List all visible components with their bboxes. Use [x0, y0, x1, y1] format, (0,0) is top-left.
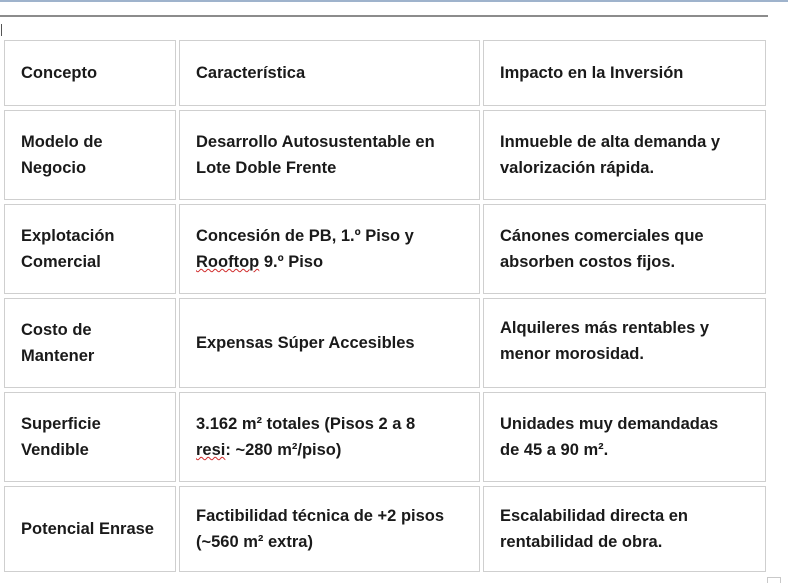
table-cell-feature[interactable] [179, 204, 480, 294]
feature-text [196, 223, 414, 275]
table-cell-impact[interactable]: Cánones comerciales que absorben costos fijos. [483, 204, 766, 294]
table-cell-impact[interactable]: Inmueble de alta demanda y valorización rápida. [483, 110, 766, 200]
feature-text-part: Concesión de PB, 1.º Piso y [196, 227, 414, 245]
page-horizontal-rule [0, 15, 768, 17]
investment-table [4, 40, 766, 576]
spellcheck-flagged-word[interactable]: Rooftop [196, 253, 260, 271]
table-cell-impact[interactable]: Unidades muy demandadas de 45 a 90 m². [483, 392, 766, 482]
feature-text-part: 9.º Piso [259, 253, 324, 271]
header-cell-concepto[interactable]: Concepto [4, 40, 176, 106]
spellcheck-flagged-word[interactable]: resi [196, 441, 226, 459]
page-corner-mark [767, 577, 781, 583]
feature-text-part: : ~280 m²/piso) [225, 441, 342, 459]
table-cell-concept[interactable]: Potencial Enrase [4, 486, 176, 572]
table-cell-impact[interactable]: Escalabilidad directa en rentabilidad de obra. [483, 486, 766, 572]
text-cursor [1, 24, 2, 36]
table-cell-impact[interactable]: Alquileres más rentables y menor morosidad. [483, 298, 766, 388]
table-cell-feature[interactable]: Expensas Súper Accesibles [179, 298, 480, 388]
table-cell-feature[interactable]: Factibilidad técnica de +2 pisos (~560 m² extra) [179, 486, 480, 572]
table-cell-concept[interactable]: Modelo de Negocio [4, 110, 176, 200]
feature-text-part: 3.162 m² totales (Pisos 2 a 8 [196, 415, 416, 433]
window-top-border [0, 0, 788, 2]
table-cell-feature[interactable]: Desarrollo Autosustentable en Lote Doble Frente [179, 110, 480, 200]
header-cell-caracteristica[interactable]: Característica [179, 40, 480, 106]
table-cell-concept[interactable]: Explotación Comercial [4, 204, 176, 294]
feature-text [196, 411, 415, 463]
header-cell-impacto[interactable]: Impacto en la Inversión [483, 40, 766, 106]
table-cell-concept[interactable]: Superficie Vendible [4, 392, 176, 482]
table-cell-feature[interactable] [179, 392, 480, 482]
table-cell-concept[interactable]: Costo de Mantener [4, 298, 176, 388]
